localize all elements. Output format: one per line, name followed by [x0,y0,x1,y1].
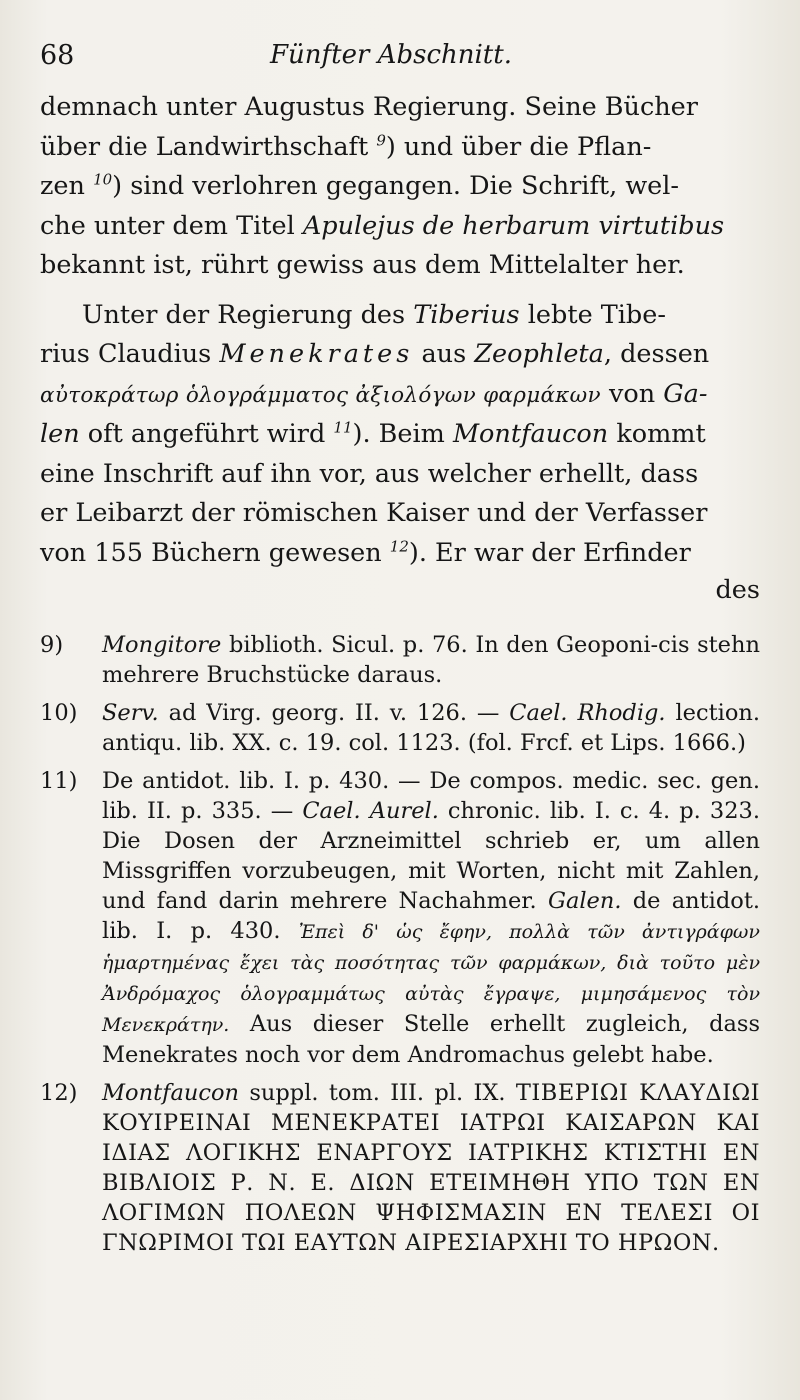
text-line: von 155 Büchern gewesen [40,537,382,568]
text-line: demnach unter Augustus Regierung. Seine Bücher [40,92,698,122]
footnote-author: Montfaucon [102,1080,239,1106]
text-line: rius Claudius [40,339,212,369]
text-line: über die Landwirthschaft [40,131,369,162]
text-line: ). Er war der Erfinder [408,537,691,568]
footnote-author: Cael. Rhodig. [509,700,666,726]
footnote-number: 9) [40,632,64,658]
footnote-9 [40,630,760,690]
greek-title: αὐτοκράτωρ ὁλογράμματος ἀξιολόγων φαρμάκων [40,382,601,408]
footnote-text: ad Virg. georg. II. v. 126. — [168,700,500,726]
footnote-12 [40,1078,760,1258]
text-line: eine Inschrift auf ihn vor, aus welcher erhellt, dass [40,458,699,489]
text-line: ) sind verlohren gegangen. Die Schrift, wel- [112,171,680,201]
text-line: ). Beim [352,419,445,449]
name-montfaucon: Montfaucon [452,419,609,449]
footnotes [40,630,760,1258]
footnote-text: de antidot. lib. I. p. 430. [102,888,761,944]
footnote-11 [40,766,760,1070]
footnote-author: Galen. [547,888,622,914]
footnote-text: Aus dieser Stelle erhellt zugleich, dass Menekrates noch vor dem Andromachus gelebt habe. [102,1011,760,1068]
text-line: ) und über die Pflan- [385,131,652,162]
footnote-author: Cael. Aurel. [302,798,439,824]
running-title: Fünfter Abschnitt. [270,40,512,70]
greek-inscription: ΤΙΒΕΡΙΩΙ ΚΛΑΥΔΙΩΙ ΚΟΥΙΡΕΙΝΑΙ ΜΕΝΕΚΡΑΤΕΙ ΙΑΤΡΩΙ ΚΑΙΣΑΡΩΝ ΚΑΙ ΙΔΙΑΣ ΛΟΓΙΚΗΣ ΕΝΑΡΓΟΥΣ ΙΑΤΡΙΚΗΣ ΚΤΙΣΤΗΙ ΕΝ ΒΙΒΛΙΟΙΣ Ρ. Ν. Ε. ΔΙΩΝ ΕΤΕΙΜΗΘΗ ΥΠΟ ΤΩΝ ΕΝ ΛΟΓΙΜΩΝ ΠΟΛΕΩΝ ΨΗΦΙΣΜΑΣΙΝ ΕΝ ΤΕΛΕΣΙ ΟΙ ΓΝΩΡΙΜΟΙ ΤΩΙ ΕΑΥΤΩΝ ΑΙΡΕΣΙΑΡΧΗΙ ΤΟ ΗΡΩΟΝ. [102,1080,761,1256]
text-line: er Leibarzt der römischen Kaiser und der Verfasser [40,498,708,528]
footnote-text: biblioth. Sicul. p. 76. In den Geoponi-cis stehn mehrere Bruchstücke daraus. [102,632,760,688]
text-line: , dessen [603,339,710,369]
name-galen: len [40,419,80,449]
text-line: lebte Tibe- [527,299,666,330]
footnote-text: De antidot. lib. I. p. 430. — De compos. medic. sec. gen. lib. II. p. 335. — [102,768,760,824]
footnote-10 [40,698,760,758]
footnote-text: suppl. tom. III. pl. IX. [249,1080,506,1106]
footnote-ref-9[interactable]: 9 [376,131,386,149]
footnote-number: 12) [40,1080,78,1106]
main-text [40,88,760,610]
footnote-ref-12[interactable]: 12 [389,537,409,555]
footnote-text: lection. antiqu. lib. XX. c. 19. col. 1123. (fol. Frcf. et Lips. 1666.) [102,700,761,756]
text-line: zen [40,171,85,201]
footnote-number: 11) [40,768,78,794]
text-line: Unter der Regierung des [82,299,406,330]
text-line: kommt [616,419,706,449]
name-tiberius: Tiberius [413,299,520,330]
text-line: von [609,378,656,409]
text-line: bekannt ist, rührt gewiss aus dem Mittelalter her. [40,250,685,280]
footnote-number: 10) [40,700,78,726]
footnote-text: chronic. lib. I. c. 4. p. 323. Die Dosen der Arzneimittel schrieb er, um allen Missgriffen vorzubeugen, mit Worten, nicht mit Zahlen, und fand darin mehrere Nachahmer. [102,798,760,914]
place-zeophleta: Zeophleta [474,339,604,369]
greek-quotation: Ἐπεὶ δ' ὡς ἔφην, πολλὰ τῶν ἀντιγράφων ἡμαρτημένας ἔχει τὰς ποσότητας τῶν φαρμάκων, διὰ τοῦτο μὲν Ἀνδρόμαχος ὁλογραμμάτως αὐτὰς ἔγραψε, μιμησάμενος τὸν Μενεκράτην. [102,921,760,1036]
text-line: oft angeführt wird [87,419,326,449]
footnote-ref-10[interactable]: 10 [93,170,113,189]
page-header [40,32,760,88]
footnote-ref-11[interactable]: 11 [333,418,353,437]
work-title: Apulejus de herbarum virtutibus [302,210,725,241]
footnote-author: Serv. [102,700,159,726]
text-line: aus [421,339,467,369]
paragraph-2 [40,296,760,574]
catchword: des [715,575,760,605]
page-number: 68 [40,40,75,71]
name-galen: Ga- [663,378,708,409]
name-menekrates: Menekrates [219,339,414,369]
text-line: che unter dem Titel [40,210,295,241]
paragraph-1 [40,88,760,286]
footnote-author: Mongitore [102,632,222,658]
